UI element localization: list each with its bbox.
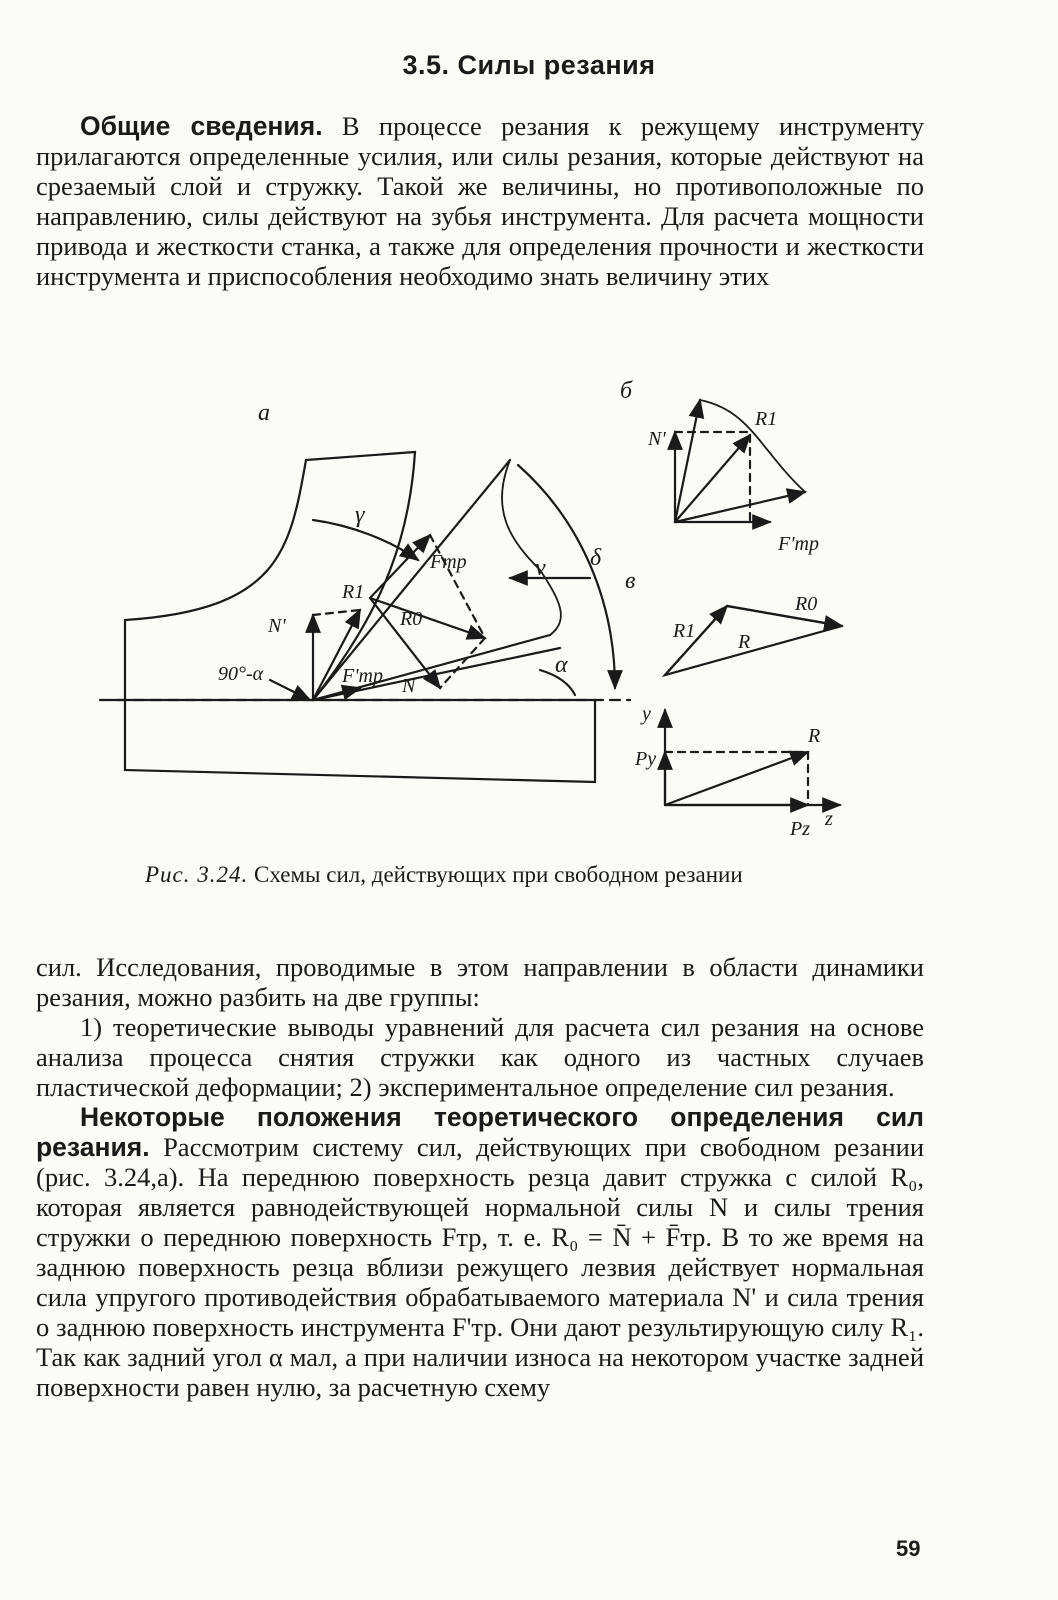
label-b-Ftr-prime: F'тр	[778, 533, 819, 555]
force-diagram	[70, 370, 870, 850]
label-Ftr: Fтр	[430, 551, 467, 573]
runin-general-info: Общие сведения.	[80, 111, 323, 141]
label-y: y	[642, 703, 651, 725]
section-heading: 3.5. Силы резания	[402, 50, 656, 80]
label-v-R1: R1	[673, 620, 696, 642]
b-R1b	[675, 492, 805, 522]
page-number: 59	[896, 1536, 921, 1561]
caption-number: Рис. 3.24.	[145, 862, 249, 887]
label-alpha: α	[555, 652, 568, 678]
tool-outline	[110, 460, 595, 782]
label-v: v	[535, 555, 546, 581]
label-v-R: R	[738, 631, 751, 653]
label-Py: Py	[635, 748, 657, 770]
gamma-arc	[313, 520, 418, 560]
label-panel-b: б	[620, 378, 633, 404]
label-b-R1: R1	[755, 408, 778, 430]
label-90-alpha: 90°-α	[218, 663, 264, 685]
yz-R-arrow	[665, 752, 808, 805]
force-Ftr-arrow	[370, 535, 430, 598]
label-Pz: Pz	[790, 818, 810, 840]
figure-3-24	[70, 370, 870, 850]
b-R1c	[675, 400, 700, 522]
label-panel-a: а	[258, 400, 270, 426]
caption-text: Схемы сил, действующих при свободном резании	[248, 862, 743, 887]
tool-back-edge	[306, 452, 415, 700]
runin-theory: Некоторые положения теоретического определения сил резания.	[36, 1102, 924, 1162]
label-R1: R1	[342, 581, 365, 603]
label-yz-R: R	[808, 725, 821, 747]
label-delta: δ	[590, 545, 602, 571]
figure-caption	[145, 862, 905, 888]
label-v-R0: R0	[795, 593, 818, 615]
label-panel-v: в	[625, 568, 636, 594]
v-R0-arrow	[727, 606, 842, 626]
label-R0: R0	[400, 608, 423, 630]
intro-paragraph	[36, 111, 924, 291]
angle-90-alpha-arrow	[270, 680, 310, 700]
label-z: z	[825, 808, 833, 830]
paragraph-continuation: сил. Исследования, проводимые в этом направлении в области динамики резания, можно разбить на две группы:	[36, 952, 924, 1012]
label-N-prime: N'	[268, 615, 286, 637]
b-R1	[675, 435, 750, 522]
chip-outline	[502, 460, 561, 635]
label-N: N	[402, 675, 416, 697]
paragraph-list: 1) теоретические выводы уравнений для расчета сил резания на основе анализа процесса снятия стружки как одного из частных случаев пластической деформации; 2) экспериментальное определение сил резания.	[36, 1012, 924, 1102]
paragraph-theory-text: Рассмотрим систему сил, действующих при свободном резании (рис. 3.24,а). На переднюю поверхность резца давит стружка с силой R₀, которая является равнодействующей нормальной силы N и силы трения стружки о переднюю поверхность Fтр, т. е. R₀ = N̄ + F̄тр. В то же время на заднюю поверхность резца вблизи режущего лезвия действует нормальная сила упругого противодействия обрабатываемого материала N' и сила трения о заднюю поверхность инструмента F'тр. Они дают результирующую силу R₁. Так как задний угол α мал, а при наличии износа на некотором участке задней поверхности равен нулю, за расчетную схему	[36, 1132, 924, 1402]
label-b-N-prime: N'	[648, 428, 666, 450]
label-Ftr-prime: F'тр	[342, 665, 383, 687]
label-gamma: γ	[355, 502, 365, 528]
intro-paragraph-text: В процессе резания к режущему инструменту прилагаются определенные усилия, или силы резания, которые действуют на срезаемый слой и стружку. Такой же величины, но противоположные по направлению, силы действуют на зубья инструмента. Для расчета мощности привода и жесткости станка, а также для определения прочности и жесткости инструмента и приспособления необходимо знать величину этих	[36, 111, 924, 291]
b-curve	[700, 400, 805, 492]
main-text	[36, 952, 924, 1402]
